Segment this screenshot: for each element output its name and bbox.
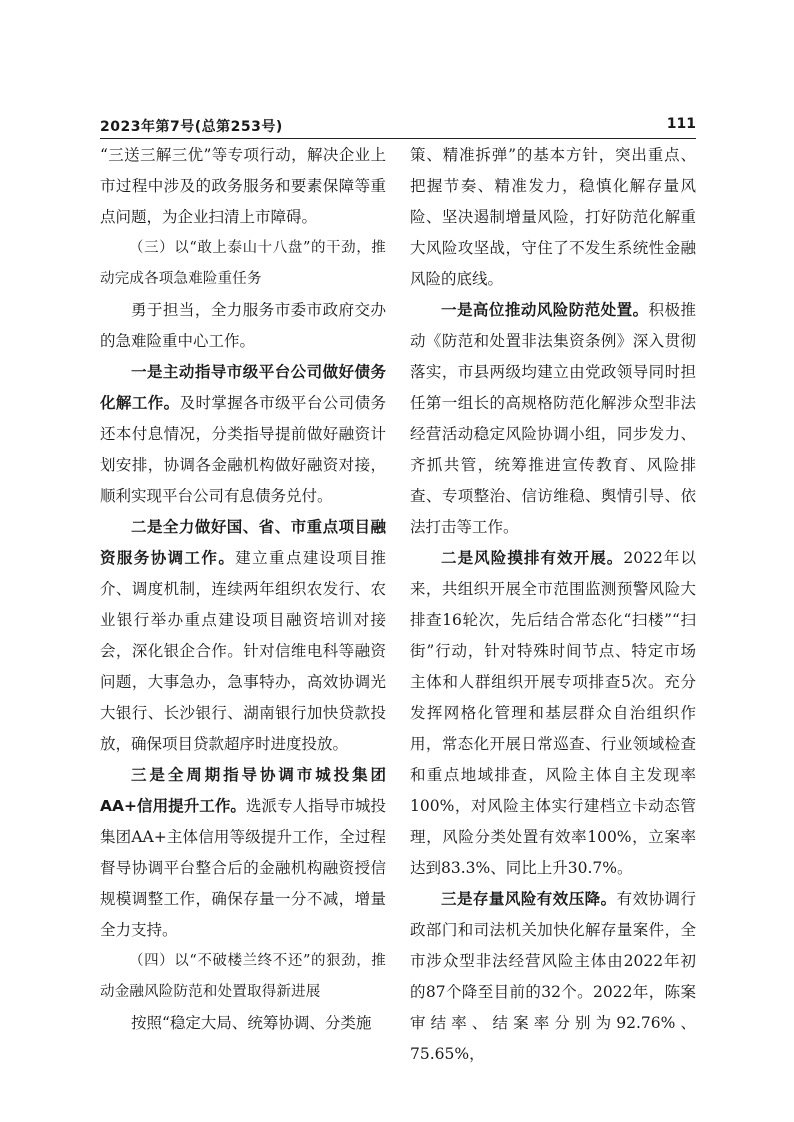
paragraph-lead: 三是存量风险有效压降。 [441, 890, 617, 908]
section-heading: （四）以“不破楼兰终不还”的狠劲，推动金融风险防范和处置取得新进展 [100, 953, 386, 1000]
paragraph-body: 积极推动《防范和处置非法集资条例》深入贯彻落实，市县两级均建立由党政领导同时担任第一组长的高规格防范化解涉众型非法经营活动稳定风险协调小组，同步发力、齐抓共管，统筹推进宣传教育、风险排查、专项整治、信访维稳、舆情引导、依法打击等工作。 [410, 301, 696, 536]
paragraph [100, 357, 386, 512]
paragraph-lead: 一是主动指导市级平台公司做好债务化解工作。 [100, 363, 386, 412]
right-column [410, 140, 696, 1070]
paragraph-body: 选派专人指导市城投集团AA+主体信用等级提升工作，全过程督导协调平台整合后的金融机构融资授信规模调整工作，确保存量一分不减，增量全力支持。 [100, 797, 386, 939]
paragraph-lead: 一是高位推动风险防范处置。 [441, 301, 649, 319]
paragraph-body: 2022年以来，共组织开展全市范围监测预警风险大排查16轮次，先后结合常态化“扫楼”“扫街”行动，针对特殊时间节点、特定市场主体和人群组织开展专项排查5次。充分发挥网格化管理和基层群众自治组织作用，常态化开展日常巡查、行业领域检查和重点地域排查，风险主体自主发现率100%，对风险主体实行建档立卡动态管理，风险分类处置有效率100%，立案率达到83.3%、同比上升30.7%。 [410, 549, 696, 877]
paragraph-lead: 二是风险摸排有效开展。 [441, 549, 624, 567]
paragraph-body: 有效协调行政部门和司法机关加快化解存量案件，全市涉众型非法经营风险主体由2022年初的87个降至目前的32个。2022年，陈案审结率、结案率分别为92.76%、75.65%， [410, 890, 696, 1063]
paragraph [100, 760, 386, 946]
page-number: 111 [666, 116, 696, 132]
paragraph-body: 建立重点建设项目推介、调度机制，连续两年组织农发行、农业银行举办重点建设项目融资培训对接会，深化银企合作。针对信维电科等融资问题，大事急办，急事特办，高效协调光大银行、长沙银行、湖南银行加快贷款投放，确保项目贷款超序时进度投放。 [100, 549, 386, 753]
paragraph: “三送三解三优”等专项行动，解决企业上市过程中涉及的政务服务和要素保障等重点问题，为企业扫清上市障碍。 [100, 146, 386, 226]
paragraph [410, 295, 696, 543]
paragraph: 按照“稳定大局、统筹协调、分类施 [131, 1014, 372, 1032]
page-header [100, 114, 696, 139]
paragraph-lead: 三是全周期指导协调市城投集团AA+信用提升工作。 [100, 766, 386, 815]
paragraph-lead: 二是全力做好国、省、市重点项目融资服务协调工作。 [100, 518, 386, 567]
paragraph [100, 512, 386, 760]
paragraph-body: 及时掌握各市级平台公司债务还本付息情况，分类指导提前做好融资计划安排，协调各金融机构做好融资对接，顺利实现平台公司有息债务兑付。 [100, 394, 386, 505]
paragraph [410, 884, 696, 1070]
paragraph [410, 543, 696, 884]
paragraph: 勇于担当，全力服务市委市政府交办的急难险重中心工作。 [100, 301, 386, 350]
paragraph: 策、精准拆弹”的基本方针，突出重点、把握节奏、精准发力，稳慎化解存量风险、坚决遏制增量风险，打好防范化解重大风险攻坚战，守住了不发生系统性金融风险的底线。 [410, 146, 696, 288]
section-heading: （三）以“敢上泰山十八盘”的干劲，推动完成各项急难险重任务 [100, 240, 386, 287]
left-column [100, 140, 386, 1039]
journal-issue: 2023年第7号(总第253号) [100, 119, 283, 135]
